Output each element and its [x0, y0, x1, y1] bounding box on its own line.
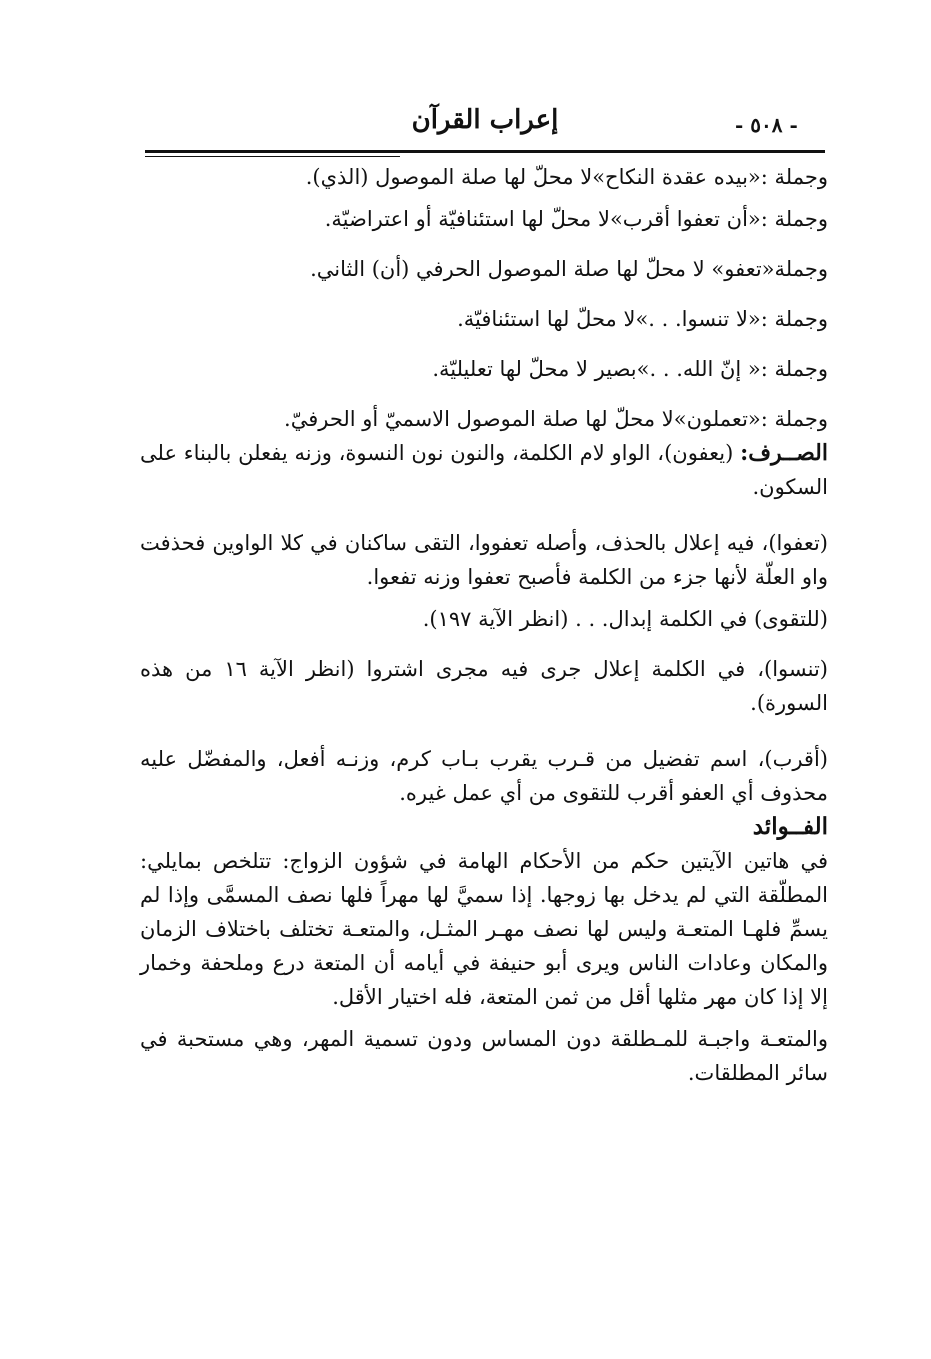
- sentence-line-6: وجملة :«تعملون»لا محلّ لها صلة الموصول الاسميّ أو الحرفيّ.: [284, 407, 828, 431]
- fawaid-title: الفــوائد: [752, 813, 828, 840]
- sentence-line-3: وجملة«تعفو» لا محلّ لها صلة الموصول الحرفي (أن) الثاني.: [310, 257, 828, 281]
- sentence-line-4: وجملة :«لا تنسوا. . .»لا محلّ لها استئنافيّة.: [457, 307, 828, 331]
- taqwa-paragraph: (للتقوى) في الكلمة إبدال. . . (انظر الآية ١٩٧).: [422, 607, 828, 631]
- sarf-paragraph: [140, 436, 828, 504]
- sentence-line-2: وجملة :«أن تعفوا أقرب»لا محلّ لها استئنافيّة أو اعتراضيّة.: [324, 207, 828, 231]
- sentence-line-1: وجملة :«بيده عقدة النكاح»لا محلّ لها صلة الموصول (الذي).: [305, 165, 828, 189]
- page-header: [140, 95, 830, 155]
- page-body: [140, 160, 828, 1090]
- page-number: - ٥٠٨ -: [735, 113, 798, 137]
- fawaid-paragraph-1: في هاتين الآيتين حكم من الأحكام الهامة في شؤون الزواج: تتلخص بمايلي: المطلّقة التي لم يدخل بها زوجها. إذا سميَّ لها مهراً فلها نصف المسمَّى وإذا لم يسمِّ فلهـا المتعـة وليس لها نصف مهـر المثـل، والمتعـة تختلف باختلاف الزمان والمكان وعادات الناس ويرى أبو حنيفة في أيامه أن المتعة درع وملحفة وخمار إلا إذا كان مهر مثلها أقل من ثمن المتعة، فله اختيار الأقل.: [140, 849, 828, 1009]
- header-rule: [145, 150, 825, 153]
- tansaw-paragraph: (تنسوا)، في الكلمة إعلال جرى فيه مجرى اشتروا (انظر الآية ١٦ من هذه السورة).: [140, 657, 828, 715]
- aqrab-paragraph: (أقرب)، اسم تفضيل من قـرب يقرب بـاب كرم، وزنـه أفعل، والمفضّل عليه محذوف أي العفو أقرب للتقوى من أي عمل غيره.: [140, 747, 828, 805]
- book-title: إعراب القرآن: [411, 105, 559, 135]
- fawaid-paragraph-2: والمتعـة واجبـة للمـطلقة دون المساس ودون تسمية المهر، وهي مستحبة في سائر المطلقات.: [140, 1027, 828, 1085]
- tafu-paragraph: (تعفوا)، فيه إعلال بالحذف، وأصله تعفووا، التقى ساكنان في كلا الواوين فحذفت واو العلّة لأنها جزء من الكلمة فأصبح تعفوا وزنه تفعوا.: [140, 531, 828, 589]
- header-rule-thin: [145, 156, 400, 157]
- sarf-label: الصــرف:: [740, 440, 828, 466]
- sarf-text: (يعفون)، الواو لام الكلمة، والنون نون النسوة، وزنه يفعلن بالبناء على السكون.: [140, 441, 828, 499]
- sentence-line-5: وجملة :« إنّ الله. . .»بصير لا محلّ لها تعليليّة.: [432, 357, 828, 381]
